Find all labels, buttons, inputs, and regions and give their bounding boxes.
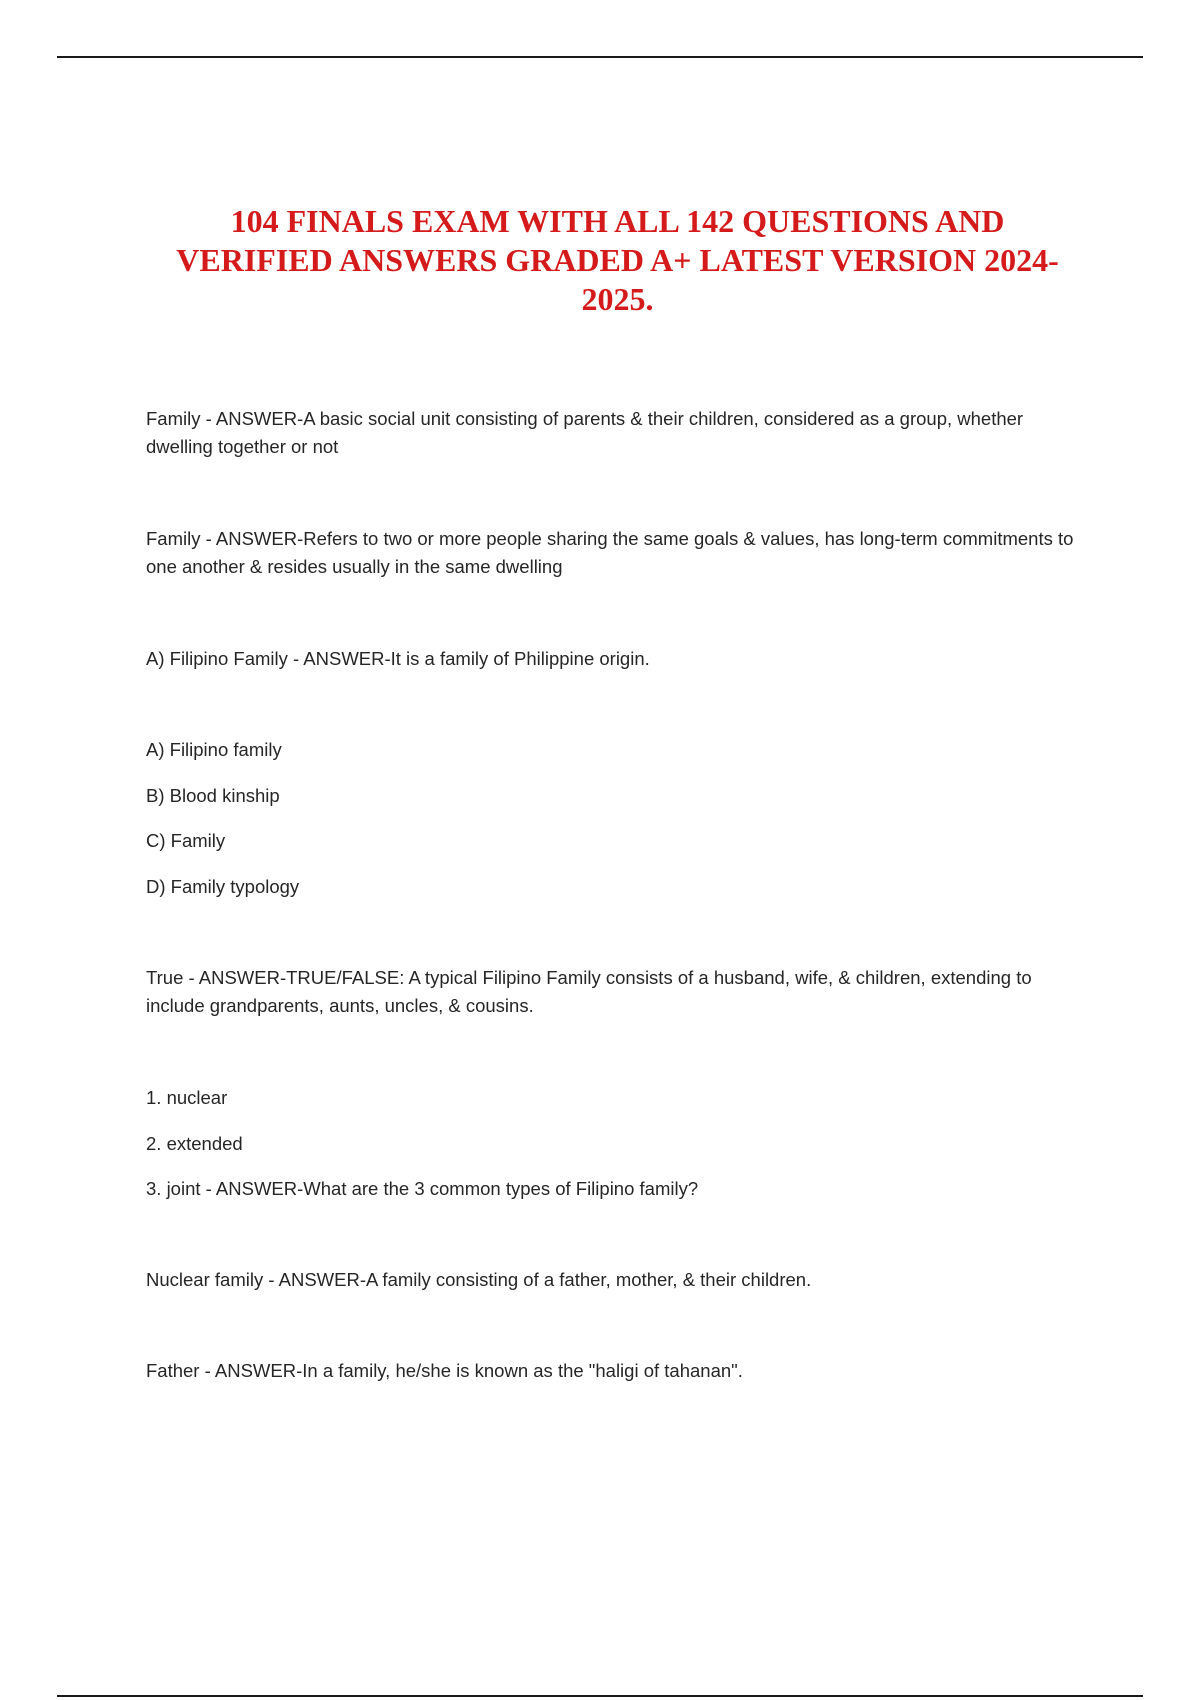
document-title: 104 FINALS EXAM WITH ALL 142 QUESTIONS AND VERIFIED ANSWERS GRADED A+ LATEST VERSION 2024-2025. bbox=[176, 203, 1059, 317]
answer-entry-family-1: Family - ANSWER-A basic social unit consisting of parents & their children, considered as a group, whether dwelling together or not bbox=[146, 408, 1024, 457]
bottom-rule bbox=[57, 1695, 1143, 1697]
option-b: B) Blood kinship bbox=[146, 785, 280, 806]
answer-entry-father: Father - ANSWER-In a family, he/she is known as the "haligi of tahanan". bbox=[146, 1360, 743, 1381]
option-d: D) Family typology bbox=[146, 876, 300, 897]
answer-entry-family-2: Family - ANSWER-Refers to two or more people sharing the same goals & values, has long-term commitments to one another & resides usually in the same dwelling bbox=[146, 528, 1074, 577]
option-c: C) Family bbox=[146, 830, 226, 851]
list-item-joint: 3. joint - ANSWER-What are the 3 common types of Filipino family? bbox=[146, 1178, 699, 1199]
answer-entry-nuclear-family: Nuclear family - ANSWER-A family consisting of a father, mother, & their children. bbox=[146, 1269, 812, 1290]
top-rule bbox=[57, 56, 1143, 58]
answer-entry-filipino-family: A) Filipino Family - ANSWER-It is a family of Philippine origin. bbox=[146, 648, 650, 669]
answer-entry-true-false: True - ANSWER-TRUE/FALSE: A typical Filipino Family consists of a husband, wife, & children, extending to include grandparents, aunts, uncles, & cousins. bbox=[146, 967, 1032, 1016]
list-item-extended: 2. extended bbox=[146, 1133, 243, 1154]
list-item-nuclear: 1. nuclear bbox=[146, 1087, 228, 1108]
option-a: A) Filipino family bbox=[146, 739, 282, 760]
